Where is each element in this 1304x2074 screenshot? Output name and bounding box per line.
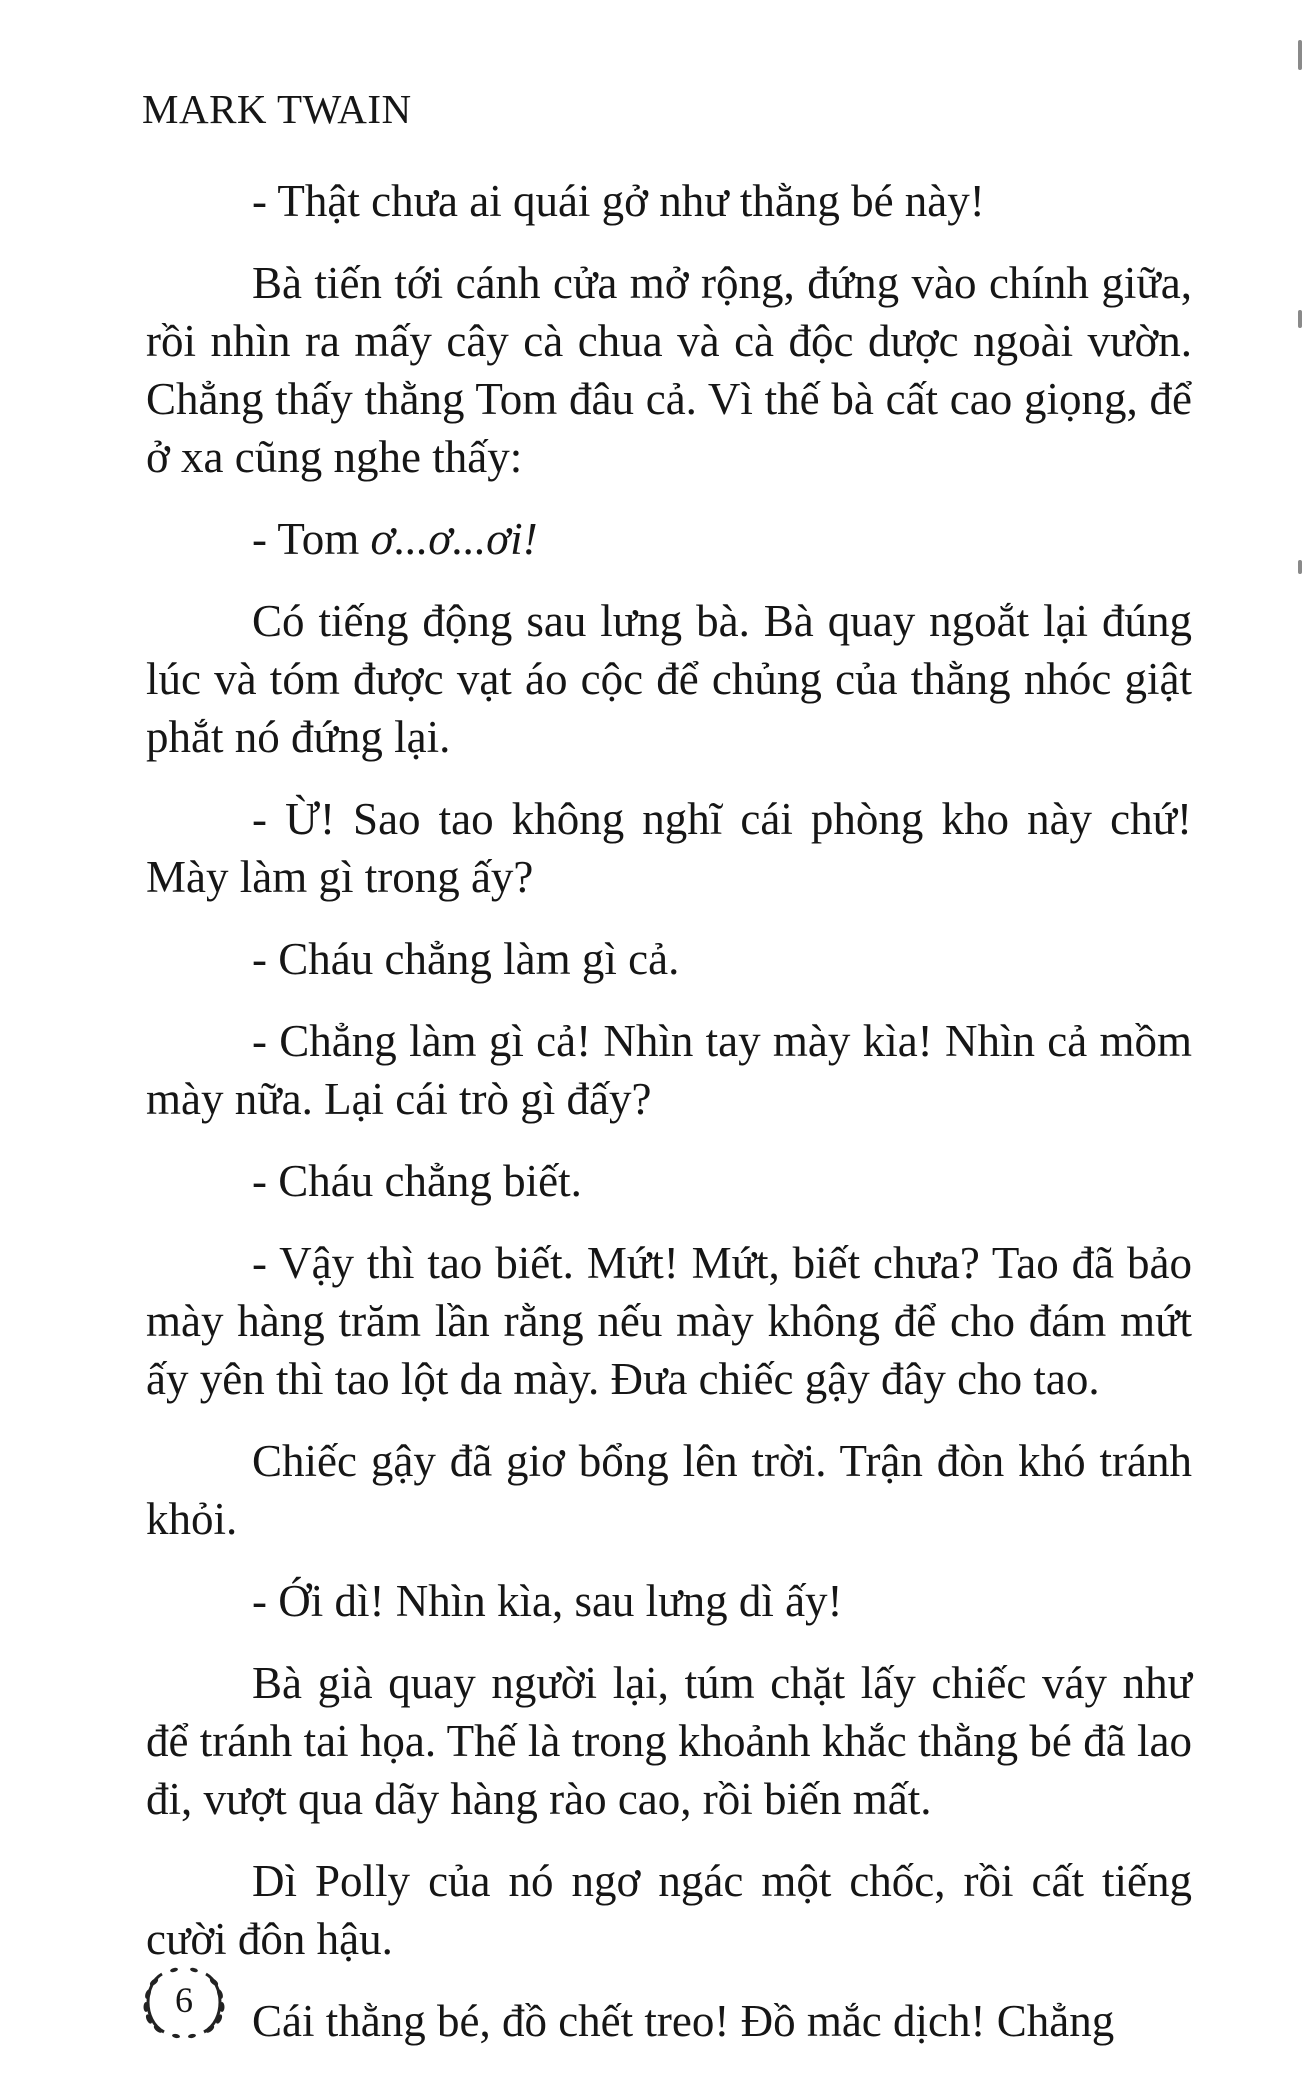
paragraph: - Ới dì! Nhìn kìa, sau lưng dì ấy!	[252, 1576, 843, 1626]
dialogue-prefix: - Tom	[252, 514, 360, 564]
paragraph: - Vậy thì tao biết. Mứt! Mứt, biết chưa? Tao đã bảo mày hàng trăm lần rằng nếu mày không để cho đám mứt ấy yên thì tao lột da mày. Đưa chiếc gậy đây cho tao.	[146, 1238, 1192, 1404]
scan-edge-mark	[1298, 310, 1302, 328]
running-head-title: MARK TWAIN	[142, 86, 412, 132]
paragraph: Cái thằng bé, đồ chết treo! Đồ mắc dịch! Chẳng	[252, 1996, 1115, 2046]
paragraph: Bà tiến tới cánh cửa mở rộng, đứng vào chính giữa, rồi nhìn ra mấy cây cà chua và cà độc dược ngoài vườn. Chẳng thấy thằng Tom đâu cả. Vì thế bà cất cao giọng, để ở xa cũng nghe thấy:	[146, 258, 1192, 482]
paragraph: - Cháu chẳng biết.	[252, 1156, 582, 1206]
paragraph	[146, 510, 1192, 568]
dialogue-call-italic: ơ...ơ...ơi!	[370, 514, 538, 564]
paragraph: - Chẳng làm gì cả! Nhìn tay mày kìa! Nhìn cả mồm mày nữa. Lại cái trò gì đấy?	[146, 1016, 1192, 1124]
body-text	[146, 172, 1192, 2074]
paragraph: - Thật chưa ai quái gở như thằng bé này!	[252, 176, 985, 226]
paragraph: - Cháu chẳng làm gì cả.	[252, 934, 680, 984]
paragraph: Có tiếng động sau lưng bà. Bà quay ngoắt lại đúng lúc và tóm được vạt áo cộc để chủng của thằng nhóc giật phắt nó đứng lại.	[146, 596, 1192, 762]
page-number-folio	[134, 1962, 234, 2042]
paragraph: Bà già quay người lại, túm chặt lấy chiếc váy như để tránh tai họa. Thế là trong khoảnh khắc thằng bé đã lao đi, vượt qua dãy hàng rào cao, rồi biến mất.	[146, 1658, 1192, 1824]
paragraph: Dì Polly của nó ngơ ngác một chốc, rồi cất tiếng cười đôn hậu.	[146, 1856, 1192, 1964]
paragraph: Chiếc gậy đã giơ bổng lên trời. Trận đòn khó tránh khỏi.	[146, 1436, 1192, 1544]
scan-edge-mark	[1298, 40, 1302, 70]
scan-edge-mark	[1298, 560, 1302, 574]
paragraph: - Ừ! Sao tao không nghĩ cái phòng kho này chứ! Mày làm gì trong ấy?	[146, 794, 1192, 902]
page-number: 6	[175, 1980, 193, 2020]
